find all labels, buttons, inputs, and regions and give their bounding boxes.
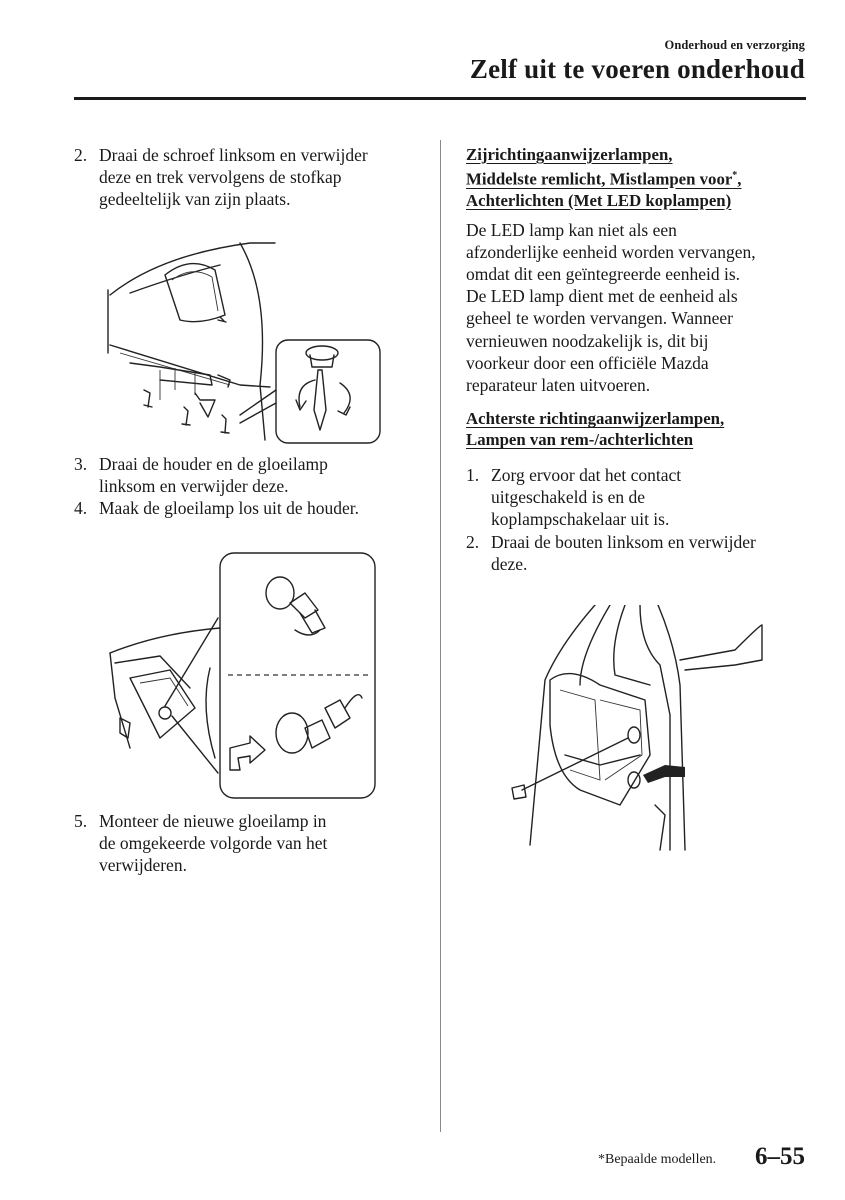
step-line: verwijderen. <box>99 855 187 875</box>
paragraph-line: geheel te worden vervangen. Wanneer <box>466 308 733 329</box>
footnote-marker: * <box>732 170 738 181</box>
paragraph-line: omdat dit een geïntegreerde eenheid is. <box>466 264 741 284</box>
heading-line: Achterlichten (Met LED koplampen) <box>466 190 732 210</box>
step-line: Draai de bouten linksom en verwijder <box>491 532 756 552</box>
step-line: Draai de houder en de gloeilamp <box>99 454 328 474</box>
paragraph-line: De LED lamp kan niet als een <box>466 219 677 240</box>
heading-line: Zijrichtingaanwijzerlampen, <box>466 145 673 164</box>
step-number: 1. <box>466 465 480 485</box>
step-text <box>99 144 368 210</box>
section-heading-rear <box>466 408 811 450</box>
header-section-label: Onderhoud en verzorging <box>664 38 805 52</box>
step-text <box>99 453 328 497</box>
step-line: uitgeschakeld is en de <box>491 487 646 507</box>
step-number: 3. <box>74 454 88 474</box>
underbody-screw-illustration <box>100 235 400 450</box>
paragraph-line: voorkeur door een officiële Mazda <box>466 352 709 373</box>
step-line: de omgekeerde volgorde van het <box>99 833 328 853</box>
led-paragraph <box>466 219 811 397</box>
step-text <box>99 497 359 519</box>
step-line: deze en trek vervolgens de stofkap <box>99 167 342 187</box>
bulb-removal-illustration <box>100 548 380 803</box>
page-number: 6–55 <box>755 1143 805 1170</box>
step-line: Zorg ervoor dat het contact <box>491 465 682 485</box>
column-divider <box>440 140 441 1132</box>
step-line: gedeeltelijk van zijn plaats. <box>99 189 291 209</box>
paragraph-line: afzonderlijke eenheid worden vervangen, <box>466 241 756 262</box>
step-text <box>491 464 681 530</box>
rear-lamp-bolt-illustration <box>500 605 770 855</box>
paragraph-line: reparateur laten uitvoeren. <box>466 375 651 396</box>
footnote: *Bepaalde modellen. <box>598 1152 717 1167</box>
step-text <box>491 531 756 575</box>
paragraph-line: vernieuwen noodzakelijk is, dit bij <box>466 330 709 351</box>
heading-line: Lampen van rem-/achterlichten <box>466 430 694 450</box>
step-line: koplampschakelaar uit is. <box>491 509 670 529</box>
heading-line: Achterste richtingaanwijzerlampen, <box>466 409 725 429</box>
page-title: Zelf uit te voeren onderhoud <box>469 54 805 84</box>
section-heading-led <box>466 144 811 211</box>
header-rule <box>74 97 806 100</box>
step-number: 5. <box>74 811 88 831</box>
step-line: linksom en verwijder deze. <box>99 476 289 496</box>
step-text <box>99 810 327 876</box>
step-line: deze. <box>491 554 528 574</box>
step-number: 2. <box>74 145 88 165</box>
step-line: Maak de gloeilamp los uit de houder. <box>99 498 360 518</box>
paragraph-line: De LED lamp dient met de eenheid als <box>466 286 738 307</box>
step-line: Draai de schroef linksom en verwijder <box>99 145 368 165</box>
right-column <box>466 144 811 450</box>
step-line: Monteer de nieuwe gloeilamp in <box>99 811 327 831</box>
step-number: 4. <box>74 498 88 518</box>
step-number: 2. <box>466 532 480 552</box>
heading-line: Middelste remlicht, Mistlampen voor*, <box>466 169 742 189</box>
